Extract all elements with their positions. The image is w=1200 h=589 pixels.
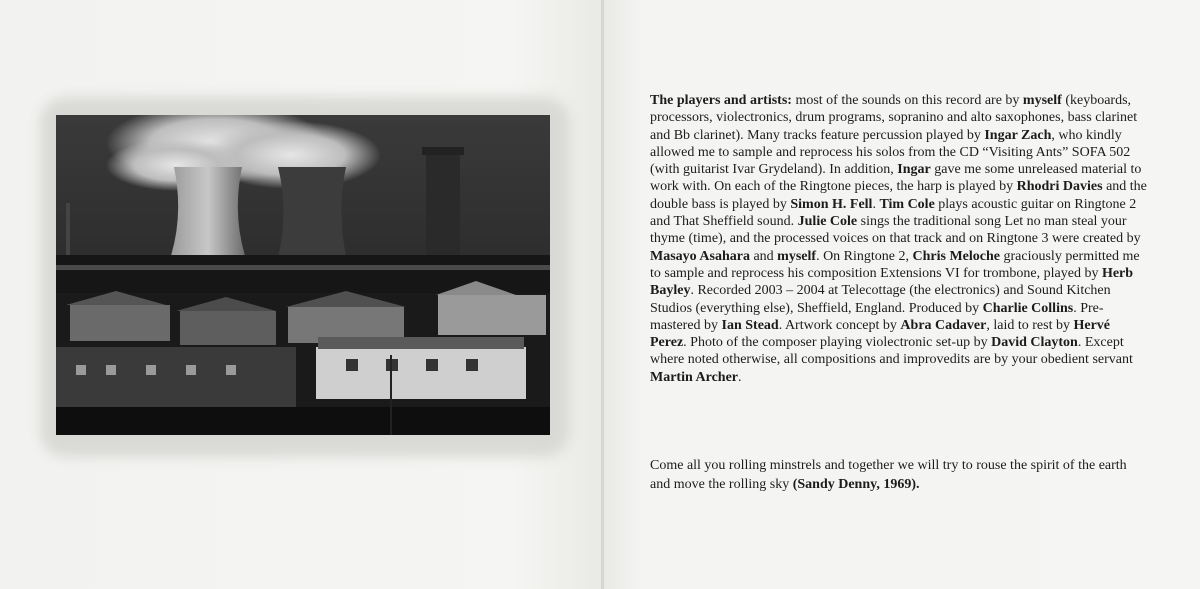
credits-text: . Pre-mastered by (650, 300, 1104, 333)
page-fold (601, 0, 604, 589)
chimney (426, 147, 460, 255)
credit-name: Charlie Collins (982, 300, 1074, 316)
credits-paragraph (650, 92, 1150, 386)
credits-text: (keyboards, processors, violectronics, drum programs, sopranino and alto saxophones, bass clarinet and Bb clarinet). Many tracks feature percussion played by (650, 93, 1138, 143)
terraced-houses (56, 281, 550, 435)
credit-name: Simon H. Fell (790, 196, 873, 212)
credit-name: myself (777, 248, 817, 264)
credits-text: plays acoustic guitar on Ringtone 2 and That Sheffield sound. (650, 196, 1137, 230)
cooling-towers-photo (56, 115, 550, 435)
credit-name: Herb Bayley (650, 265, 1134, 299)
credit-name: Masayo Asahara (650, 248, 750, 264)
credits-text: sings the traditional song Let no man steal your thyme (time), and the processed voices on that track and on Ringtone 3 were created by (650, 214, 1141, 247)
cooling-tower-left (170, 167, 246, 259)
quote-text: Come all you rolling minstrels and together we will try to rouse the spirit of the earth and move the rolling sky (650, 458, 1127, 492)
credits-text: . Artwork concept by (778, 317, 901, 333)
credits-text: and the double bass is played by (650, 179, 1147, 212)
credit-name: Ingar (897, 162, 931, 178)
credits-text: , who kindly allowed me to sample and reprocess his solos from the CD “Visiting Ants” SOFA 502 (with guitarist Ivar Grydeland). In addition, (650, 127, 1131, 178)
credits-text: and (749, 248, 778, 264)
credits-text: most of the sounds on this record are by (791, 93, 1023, 108)
credit-name: Chris Meloche (912, 248, 1000, 264)
credits-text: . (738, 369, 742, 385)
credits-text: gave me some unreleased material to work with. On each of the Ringtone pieces, the harp is played by (650, 162, 1142, 195)
credit-name: myself (1022, 93, 1062, 108)
credits-text: . Photo of the composer playing violectronic set-up by (683, 335, 992, 351)
credit-name: Julie Cole (797, 214, 858, 230)
sandy-denny-quote (650, 456, 1150, 494)
credit-name: Rhodri Davies (1016, 179, 1103, 195)
cooling-tower-right (276, 167, 348, 265)
credit-name: Abra Cadaver (900, 317, 987, 333)
credits-text: , laid to rest by (986, 317, 1074, 333)
credits-text: . Except where noted otherwise, all compositions and improvedits are by your obedient servant (650, 335, 1133, 368)
credits-text: . (872, 196, 880, 212)
quote-author: Sandy Denny (797, 477, 877, 492)
credit-name: Martin Archer (650, 369, 738, 385)
credit-name: David Clayton (991, 335, 1078, 351)
credit-name: Tim Cole (879, 196, 935, 212)
credits-heading: The players and artists: (650, 93, 792, 108)
quote-year: , 1969). (876, 477, 920, 492)
credit-name: Hervé Perez (650, 317, 1110, 351)
credit-name: Ian Stead (721, 317, 779, 333)
credits-text: . Recorded 2003 – 2004 at Telecottage (the electronics) and Sound Kitchen Studios (everything else), Sheffield, England. Produced by (650, 283, 1111, 316)
credits-text: . On Ringtone 2, (816, 248, 913, 264)
quote-paren: ( (792, 477, 798, 492)
credit-name: Ingar Zach (984, 127, 1052, 143)
credits-text: graciously permitted me to sample and reprocess his composition Extensions VI for trombone, played by (650, 248, 1140, 281)
